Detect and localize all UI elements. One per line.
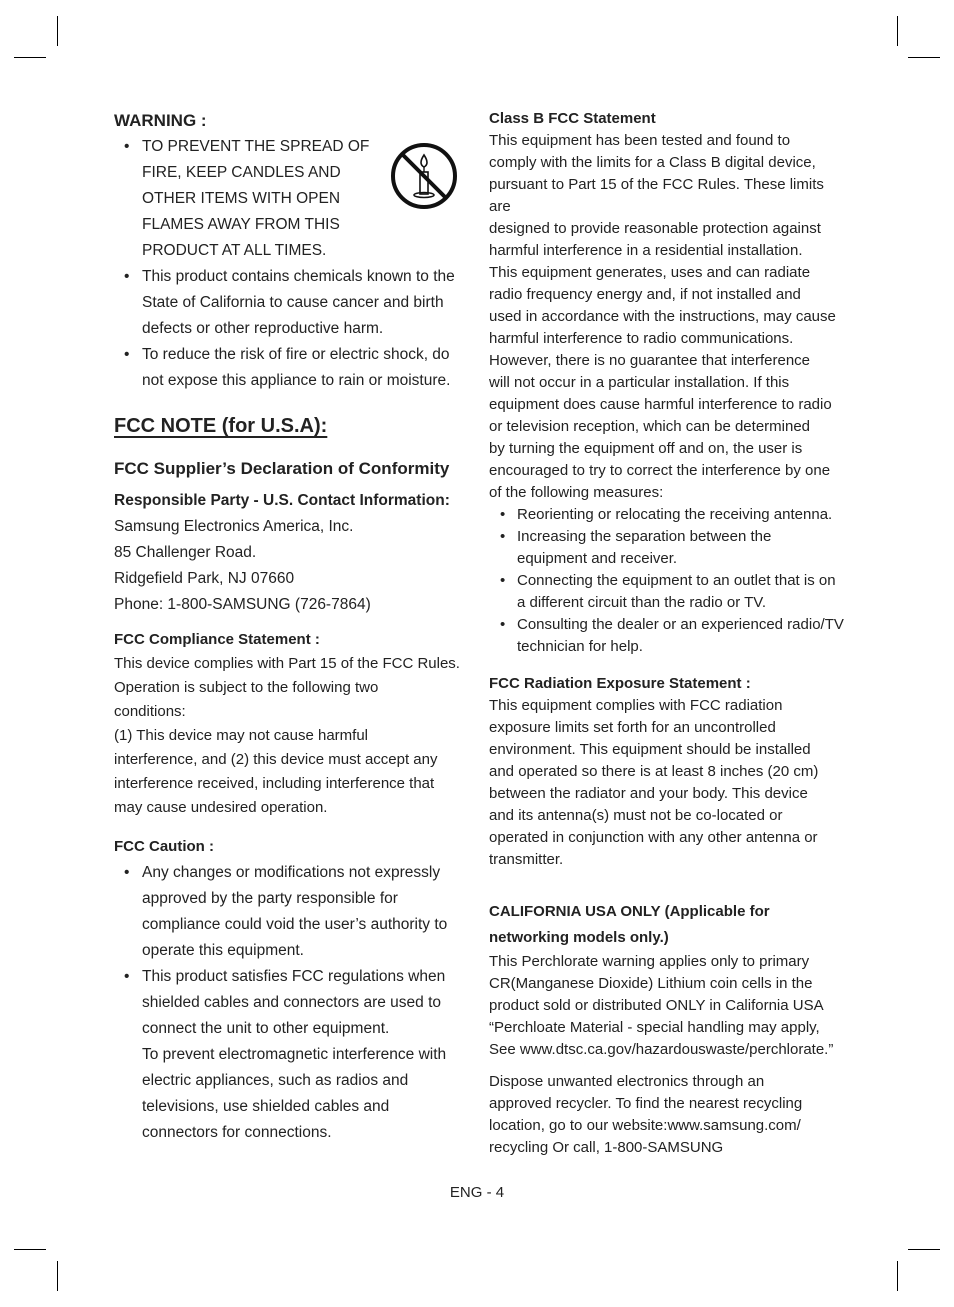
radiation-text (489, 695, 845, 871)
crop-mark (57, 1261, 58, 1291)
measures-list (489, 504, 845, 658)
compliance-line: conditions: (114, 703, 186, 720)
responsible-party-title: Responsible Party - U.S. Contact Information: (114, 492, 450, 509)
caution-text: • This product satisfies FCC regulations when shielded cables and connectors are used to connect the unit to other equipment. (142, 968, 446, 1037)
warning-list (114, 134, 466, 394)
class-b-line: designed to provide reasonable protection against (489, 220, 821, 237)
perchlorate-line: “Perchloate Material - special handling may apply, (489, 1019, 820, 1036)
candle-warning-line: OTHER ITEMS WITH OPEN (142, 190, 341, 207)
page-number: ENG - 4 (449, 1184, 505, 1201)
california-title-line: CALIFORNIA USA ONLY (Applicable for (489, 903, 770, 920)
warning-title: WARNING : (114, 111, 207, 130)
radiation-title: FCC Radiation Exposure Statement : (489, 675, 751, 692)
contact-info (114, 514, 466, 618)
compliance-line: (1) This device may not cause harmful (114, 727, 368, 744)
radiation-line: exposure limits set forth for an uncontrolled (489, 719, 776, 736)
dispose-line: recycling Or call, 1-800-SAMSUNG (489, 1139, 724, 1156)
class-b-line: radio frequency energy and, if not installed and (489, 286, 801, 303)
crop-mark (897, 1261, 898, 1291)
perchlorate-text (489, 951, 845, 1061)
list-item: • Increasing the separation between the equipment and receiver. (489, 526, 845, 570)
class-b-line: comply with the limits for a Class B digital device, (489, 154, 816, 171)
compliance-text (114, 652, 466, 820)
class-b-line: harmful interference to radio communications. (489, 330, 794, 347)
california-title (489, 899, 845, 951)
dispose-line: approved recycler. To find the nearest recycling (489, 1095, 803, 1112)
class-b-line: This equipment generates, uses and can radiate (489, 264, 811, 281)
class-b-title: Class B FCC Statement (489, 110, 656, 127)
dispose-line: Dispose unwanted electronics through an (489, 1073, 765, 1090)
class-b-line: or television reception, which can be determined (489, 418, 811, 435)
class-b-line: encouraged to try to correct the interference by one (489, 462, 831, 479)
right-column (489, 108, 845, 1159)
perchlorate-line: CR(Manganese Dioxide) Lithium coin cells in the (489, 975, 813, 992)
crop-mark (897, 16, 898, 46)
list-item: • Any changes or modifications not expressly approved by the party responsible for compliance could void the user’s authority to operate this equipment. (114, 860, 466, 964)
class-b-line: used in accordance with the instructions, may cause (489, 308, 836, 325)
list-item: • Consulting the dealer or an experienced radio/TV technician for help. (489, 614, 845, 658)
class-b-line: pursuant to Part 15 of the FCC Rules. These limits are (489, 176, 824, 215)
dispose-line: location, go to our website:www.samsung.com/ (489, 1117, 801, 1134)
compliance-line: interference, and (2) this device must accept any (114, 751, 438, 768)
compliance-title: FCC Compliance Statement : (114, 631, 320, 648)
radiation-line: and operated so there is at least 8 inches (20 cm) (489, 763, 819, 780)
caution-extra: To prevent electromagnetic interference with electric appliances, such as radios and televisions, use shielded cables and connectors for connections. (142, 1046, 447, 1141)
contact-line: Ridgefield Park, NJ 07660 (114, 570, 295, 587)
perchlorate-line: product sold or distributed ONLY in California USA (489, 997, 824, 1014)
class-b-line: by turning the equipment off and on, the user is (489, 440, 803, 457)
contact-line: Phone: 1-800-SAMSUNG (726-7864) (114, 596, 371, 613)
fcc-note-title: FCC NOTE (for U.S.A): (114, 415, 328, 437)
list-item: • This product contains chemicals known to the State of California to cause cancer and birth defects or other reproductive harm. (114, 264, 466, 342)
class-b-line: will not occur in a particular installation. If this (489, 374, 790, 391)
class-b-line: of the following measures: (489, 484, 664, 501)
candle-warning-line: PRODUCT AT ALL TIMES. (142, 242, 327, 259)
candle-warning-line: FLAMES AWAY FROM THIS (142, 216, 340, 233)
crop-mark (57, 16, 58, 46)
class-b-line: This equipment has been tested and found to (489, 132, 791, 149)
radiation-line: environment. This equipment should be installed (489, 741, 811, 758)
radiation-line: transmitter. (489, 851, 564, 868)
list-item: • To reduce the risk of fire or electric shock, do not expose this appliance to rain or moisture. (114, 342, 466, 394)
radiation-line: and its antenna(s) must not be co-located or (489, 807, 783, 824)
class-b-line: equipment does cause harmful interference to radio (489, 396, 832, 413)
sdoc-title: FCC Supplier’s Declaration of Conformity (114, 459, 450, 478)
caution-title: FCC Caution : (114, 838, 214, 855)
radiation-line: between the radiator and your body. This device (489, 785, 808, 802)
class-b-line: However, there is no guarantee that interference (489, 352, 811, 369)
list-item (114, 134, 466, 264)
radiation-line: This equipment complies with FCC radiation (489, 697, 783, 714)
compliance-line: may cause undesired operation. (114, 799, 328, 816)
list-item: • Reorienting or relocating the receiving antenna. (489, 504, 845, 526)
contact-line: Samsung Electronics America, Inc. (114, 518, 354, 535)
compliance-line: Operation is subject to the following two (114, 679, 379, 696)
perchlorate-line: See www.dtsc.ca.gov/hazardouswaste/perchlorate.” (489, 1041, 834, 1058)
crop-mark (14, 57, 46, 58)
dispose-text (489, 1071, 845, 1159)
list-item: • Connecting the equipment to an outlet that is on a different circuit than the radio or TV. (489, 570, 845, 614)
crop-mark (14, 1249, 46, 1250)
left-column (114, 108, 466, 1146)
crop-mark (908, 1249, 940, 1250)
class-b-line: harmful interference in a residential installation. (489, 242, 803, 259)
compliance-line: This device complies with Part 15 of the FCC Rules. (114, 655, 460, 672)
perchlorate-line: This Perchlorate warning applies only to primary (489, 953, 810, 970)
candle-warning-line: • TO PREVENT THE SPREAD OF (142, 138, 370, 155)
crop-mark (908, 57, 940, 58)
list-item (114, 964, 466, 1146)
caution-list (114, 860, 466, 1146)
candle-warning-line: FIRE, KEEP CANDLES AND (142, 164, 341, 181)
contact-line: 85 Challenger Road. (114, 544, 257, 561)
radiation-line: operated in conjunction with any other antenna or (489, 829, 818, 846)
class-b-text (489, 130, 845, 504)
compliance-line: interference received, including interference that (114, 775, 435, 792)
california-title-line: networking models only.) (489, 929, 669, 946)
